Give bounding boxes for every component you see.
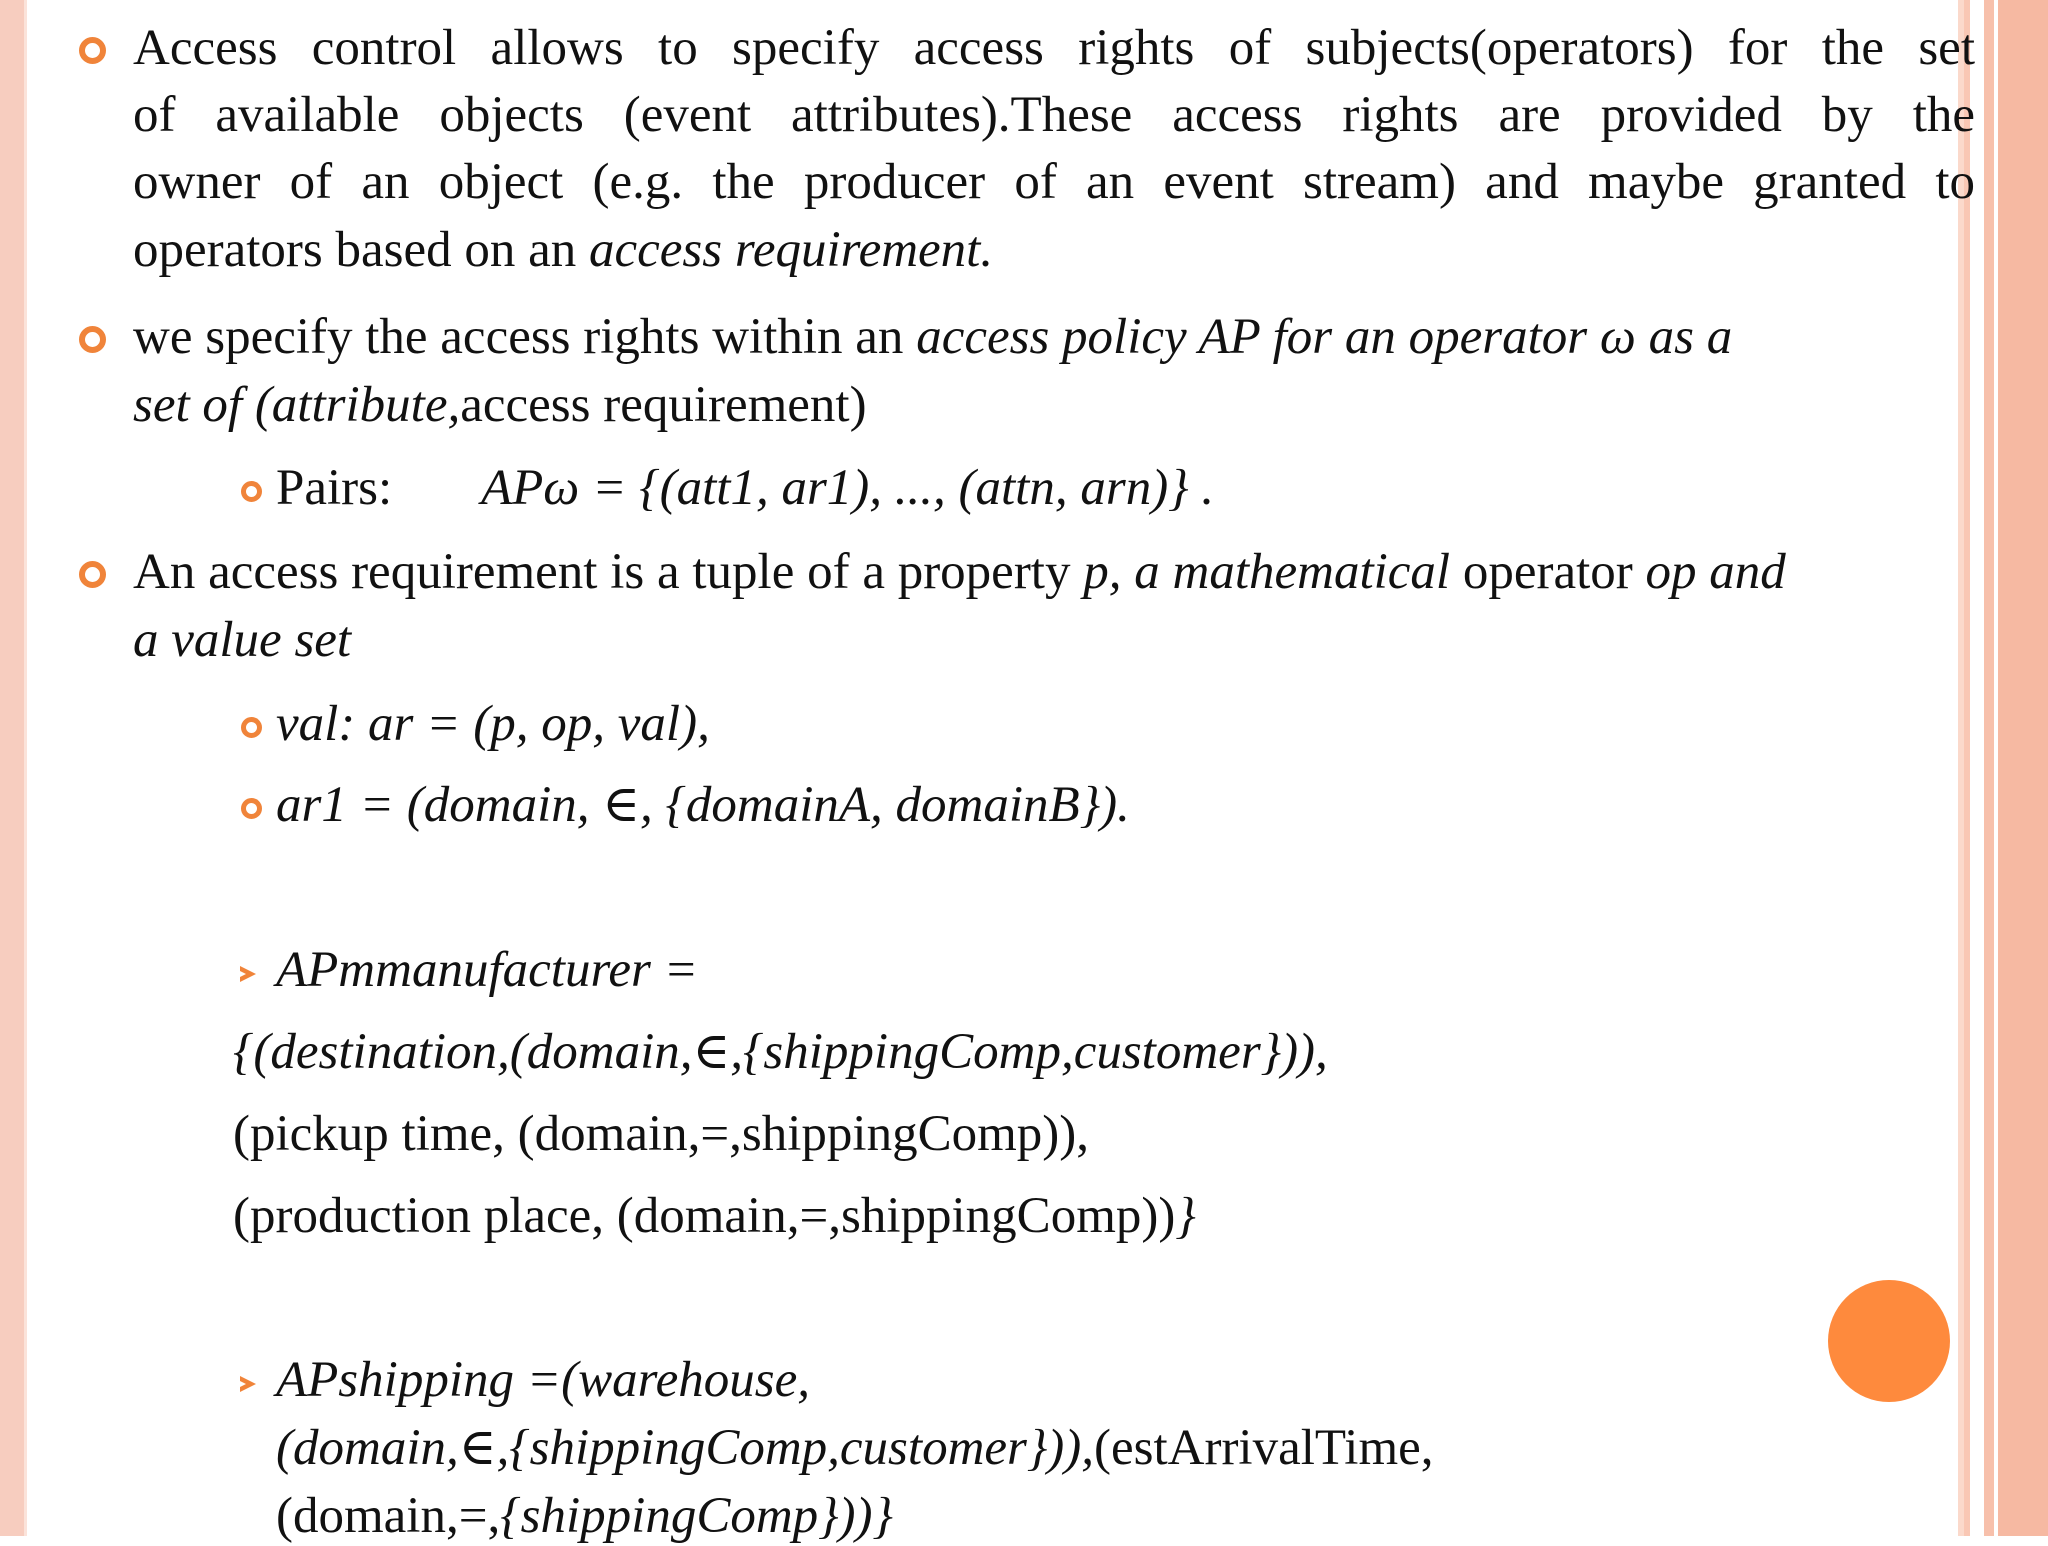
arrow-bullet-icon: [240, 1376, 256, 1392]
access-requirement-example: ar1 = (domain, ∈, {domainA, domainB}).: [276, 777, 1130, 833]
bullet-1-line-1: Access control allows to specify access rights of subjects(operators) for the set: [133, 20, 1975, 76]
ap-manufacturer-line-1: APmmanufacturer =: [276, 942, 699, 998]
access-requirement-definition: val: ar = (p, op, val),: [276, 696, 710, 752]
bullet-3-line-1: An access requirement is a tuple of a property p, a mathematical operator op and: [133, 544, 1786, 600]
bullet-1-line-3: owner of an object (e.g. the producer of an event stream) and maybe granted to: [133, 154, 1975, 210]
sub-bullet-ring-icon: [241, 798, 262, 819]
ap-shipping-line-2: (domain,∈,{shippingComp,customer})),(estArrivalTime,: [276, 1420, 1434, 1476]
slide-border-left: [0, 0, 24, 1536]
bullet-2-line-1: we specify the access rights within an access policy AP for an operator ω as a: [133, 309, 1733, 365]
arrow-bullet-icon: [240, 966, 256, 982]
ap-manufacturer-line-4: (production place, (domain,=,shippingComp))}: [233, 1188, 1196, 1244]
bullet-ring-icon: [79, 37, 106, 64]
bullet-2-line-2: set of (attribute,access requirement): [133, 377, 867, 433]
ap-manufacturer-line-3: (pickup time, (domain,=,shippingComp)),: [233, 1106, 1089, 1162]
ap-shipping-line-1: APshipping =(warehouse,: [276, 1352, 810, 1408]
ap-manufacturer-line-2: {(destination,(domain,∈,{shippingComp,customer})),: [233, 1024, 1328, 1080]
slide-border-right-stripe: [1984, 0, 1994, 1536]
decorative-orange-circle: [1828, 1280, 1950, 1402]
bullet-3-line-2: a value set: [133, 612, 352, 668]
bullet-ring-icon: [79, 326, 106, 353]
bullet-ring-icon: [79, 561, 106, 588]
sub-bullet-ring-icon: [241, 717, 262, 738]
slide-border-right-gap: [1970, 0, 1984, 1536]
sub-bullet-ring-icon: [241, 481, 262, 502]
pairs-formula: APω = {(att1, ar1), ..., (attn, arn)} .: [481, 460, 1215, 516]
slide-border-left-line: [24, 0, 27, 1536]
bullet-1-line-2: of available objects (event attributes).These access rights are provided by the: [133, 87, 1975, 143]
slide-border-right-band: [1998, 0, 2048, 1536]
bullet-1-line-4: operators based on an access requirement.: [133, 222, 994, 278]
ap-shipping-line-3: (domain,=,{shippingComp}))}: [276, 1488, 893, 1544]
pairs-label: Pairs:: [276, 460, 393, 516]
